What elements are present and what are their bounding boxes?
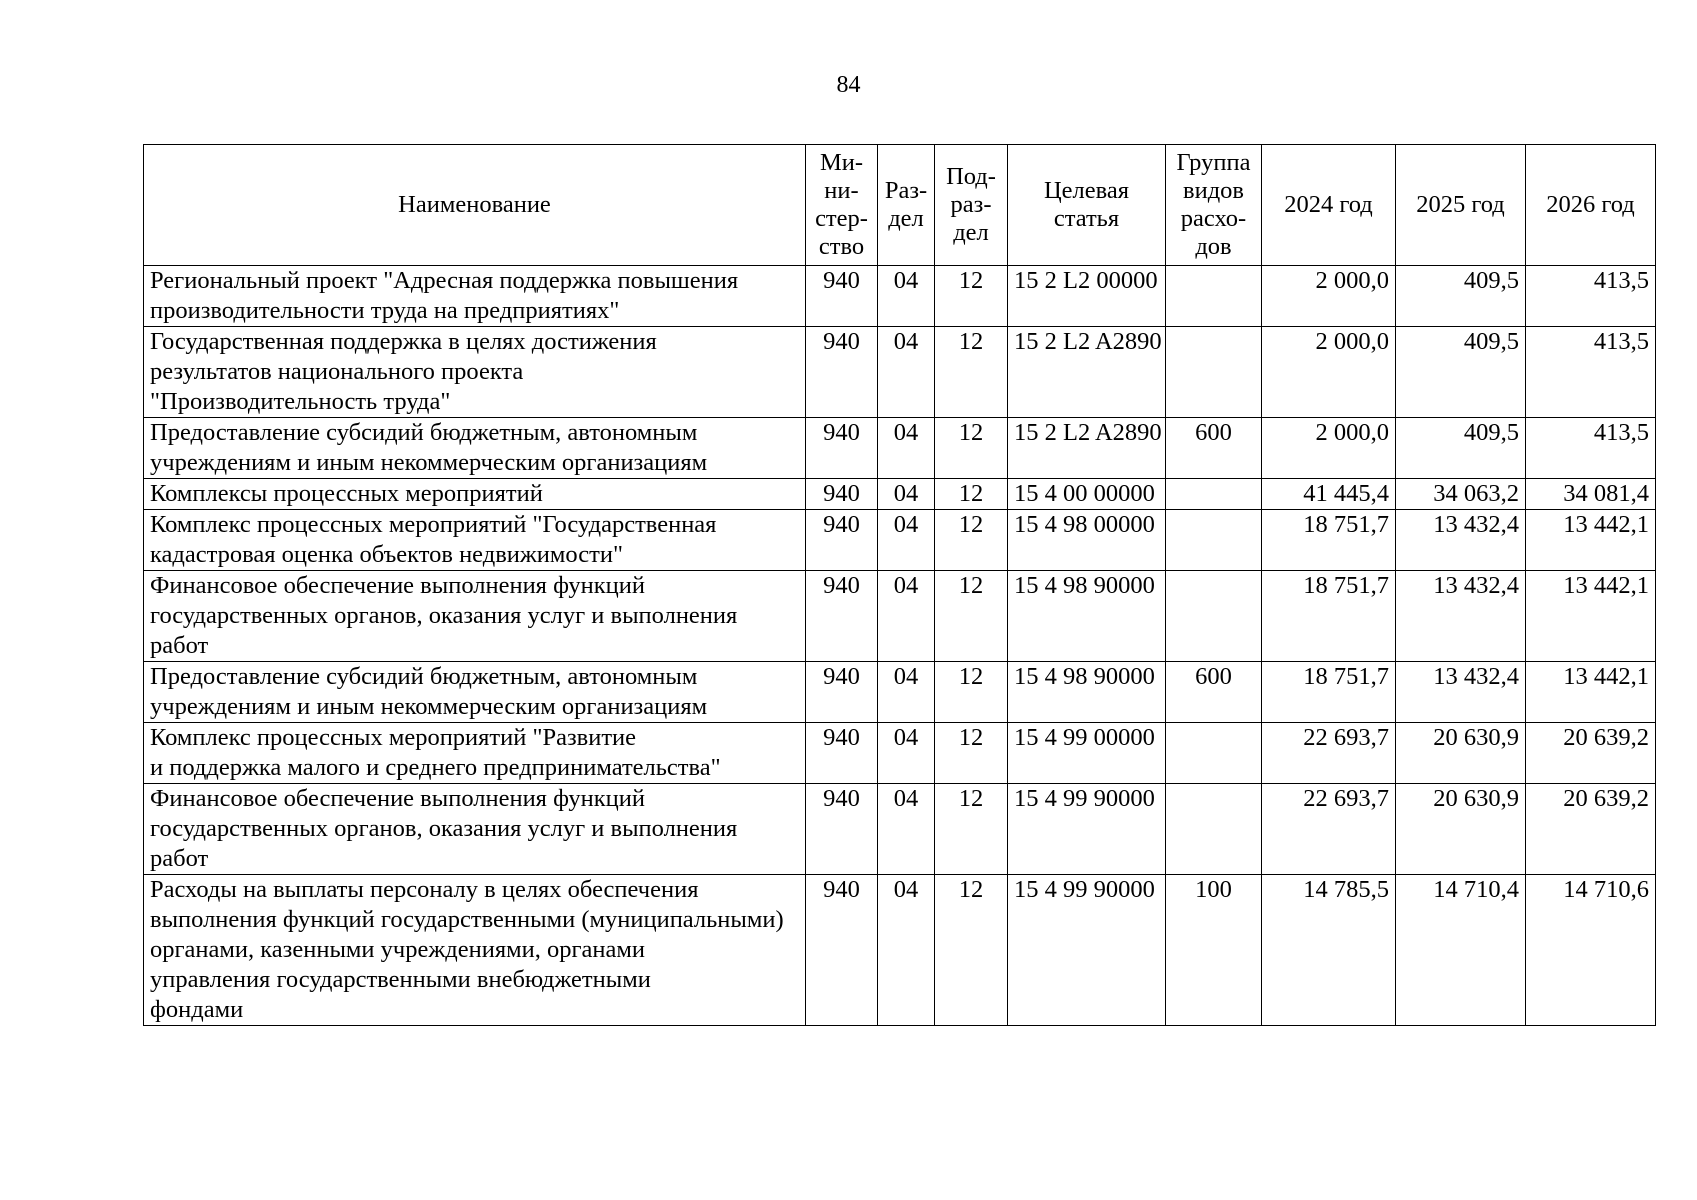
table-row — [144, 571, 1656, 662]
subsection-cell: 12 — [935, 418, 1008, 479]
amount-2026-cell: 413,5 — [1526, 418, 1656, 479]
amount-2024-cell: 22 693,7 — [1262, 723, 1396, 784]
ministry-cell: 940 — [806, 571, 878, 662]
section-cell: 04 — [878, 571, 935, 662]
ministry-cell: 940 — [806, 723, 878, 784]
row-name-line: государственных органов, оказания услуг и выполнения — [150, 602, 738, 629]
amount-2024-cell: 18 751,7 — [1262, 571, 1396, 662]
table-row — [144, 875, 1656, 1026]
row-name-cell — [144, 418, 806, 479]
amount-2025-cell: 13 432,4 — [1396, 662, 1526, 723]
row-name-line: фондами — [150, 996, 244, 1023]
table-row — [144, 784, 1656, 875]
target-article-cell: 15 4 99 00000 — [1008, 723, 1166, 784]
expense-group-cell — [1166, 266, 1262, 327]
amount-2024-cell: 18 751,7 — [1262, 510, 1396, 571]
header-section: Раз- дел — [878, 145, 935, 266]
amount-2024-cell: 2 000,0 — [1262, 327, 1396, 418]
row-name-line: Комплекс процессных мероприятий "Государственная — [150, 511, 717, 538]
row-name-line: работ — [150, 845, 209, 872]
amount-2024-cell: 41 445,4 — [1262, 479, 1396, 510]
ministry-cell: 940 — [806, 479, 878, 510]
target-article-cell: 15 4 00 00000 — [1008, 479, 1166, 510]
expense-group-cell: 600 — [1166, 662, 1262, 723]
amount-2024-cell: 2 000,0 — [1262, 418, 1396, 479]
ministry-cell: 940 — [806, 784, 878, 875]
table-row — [144, 662, 1656, 723]
row-name-cell — [144, 875, 806, 1026]
section-cell: 04 — [878, 723, 935, 784]
amount-2026-cell: 413,5 — [1526, 266, 1656, 327]
section-cell: 04 — [878, 875, 935, 1026]
ministry-cell: 940 — [806, 266, 878, 327]
row-name-line: Предоставление субсидий бюджетным, автономным — [150, 663, 698, 690]
amount-2024-cell: 18 751,7 — [1262, 662, 1396, 723]
section-cell: 04 — [878, 418, 935, 479]
amount-2025-cell: 20 630,9 — [1396, 784, 1526, 875]
amount-2025-cell: 13 432,4 — [1396, 571, 1526, 662]
target-article-cell: 15 4 99 90000 — [1008, 784, 1166, 875]
expense-group-cell — [1166, 479, 1262, 510]
target-article-cell: 15 4 98 90000 — [1008, 662, 1166, 723]
section-cell: 04 — [878, 510, 935, 571]
amount-2024-cell: 22 693,7 — [1262, 784, 1396, 875]
row-name-line: учреждениям и иным некоммерческим организациям — [150, 693, 708, 720]
subsection-cell: 12 — [935, 662, 1008, 723]
subsection-cell: 12 — [935, 723, 1008, 784]
amount-2026-cell: 13 442,1 — [1526, 510, 1656, 571]
row-name-cell — [144, 571, 806, 662]
expense-group-cell: 100 — [1166, 875, 1262, 1026]
amount-2025-cell: 20 630,9 — [1396, 723, 1526, 784]
row-name-line: Государственная поддержка в целях достижения — [150, 328, 657, 355]
header-year-2024: 2024 год — [1262, 145, 1396, 266]
row-name-line: производительности труда на предприятиях" — [150, 297, 620, 324]
row-name-line: Предоставление субсидий бюджетным, автономным — [150, 419, 698, 446]
subsection-cell: 12 — [935, 875, 1008, 1026]
row-name-cell — [144, 723, 806, 784]
row-name-line: Финансовое обеспечение выполнения функций — [150, 572, 645, 599]
target-article-cell: 15 4 98 00000 — [1008, 510, 1166, 571]
target-article-cell: 15 4 98 90000 — [1008, 571, 1166, 662]
row-name-line: результатов национального проекта — [150, 358, 524, 385]
section-cell: 04 — [878, 479, 935, 510]
section-cell: 04 — [878, 266, 935, 327]
table-row — [144, 327, 1656, 418]
section-cell: 04 — [878, 662, 935, 723]
budget-table — [143, 144, 1656, 1026]
table-row — [144, 510, 1656, 571]
target-article-cell: 15 2 L2 A2890 — [1008, 418, 1166, 479]
row-name-line: выполнения функций государственными (муниципальными) — [150, 906, 784, 933]
row-name-line: органами, казенными учреждениями, органами — [150, 936, 646, 963]
amount-2025-cell: 14 710,4 — [1396, 875, 1526, 1026]
subsection-cell: 12 — [935, 510, 1008, 571]
row-name-cell — [144, 784, 806, 875]
table-row — [144, 479, 1656, 510]
header-year-2026: 2026 год — [1526, 145, 1656, 266]
amount-2025-cell: 409,5 — [1396, 418, 1526, 479]
amount-2025-cell: 34 063,2 — [1396, 479, 1526, 510]
amount-2026-cell: 14 710,6 — [1526, 875, 1656, 1026]
expense-group-cell: 600 — [1166, 418, 1262, 479]
amount-2026-cell: 13 442,1 — [1526, 662, 1656, 723]
header-name: Наименование — [144, 145, 806, 266]
ministry-cell: 940 — [806, 510, 878, 571]
row-name-line: кадастровая оценка объектов недвижимости" — [150, 541, 623, 568]
target-article-cell: 15 4 99 90000 — [1008, 875, 1166, 1026]
row-name-line: Комплекс процессных мероприятий "Развитие — [150, 724, 637, 751]
amount-2025-cell: 409,5 — [1396, 327, 1526, 418]
subsection-cell: 12 — [935, 571, 1008, 662]
table-row — [144, 723, 1656, 784]
amount-2026-cell: 13 442,1 — [1526, 571, 1656, 662]
header-year-2025: 2025 год — [1396, 145, 1526, 266]
target-article-cell: 15 2 L2 00000 — [1008, 266, 1166, 327]
expense-group-cell — [1166, 571, 1262, 662]
subsection-cell: 12 — [935, 479, 1008, 510]
expense-group-cell — [1166, 327, 1262, 418]
row-name-line: управления государственными внебюджетными — [150, 966, 651, 993]
subsection-cell: 12 — [935, 327, 1008, 418]
table-row — [144, 418, 1656, 479]
expense-group-cell — [1166, 723, 1262, 784]
header-expense-group: Группа видов расхо- дов — [1166, 145, 1262, 266]
row-name-line: и поддержка малого и среднего предпринимательства" — [150, 754, 721, 781]
amount-2024-cell: 14 785,5 — [1262, 875, 1396, 1026]
row-name-cell — [144, 479, 806, 510]
header-ministry: Ми- ни- стер- ство — [806, 145, 878, 266]
ministry-cell: 940 — [806, 327, 878, 418]
amount-2026-cell: 34 081,4 — [1526, 479, 1656, 510]
row-name-cell — [144, 327, 806, 418]
row-name-line: Комплексы процессных мероприятий — [150, 480, 543, 507]
header-subsection: Под- раз- дел — [935, 145, 1008, 266]
row-name-line: учреждениям и иным некоммерческим организациям — [150, 449, 708, 476]
amount-2026-cell: 413,5 — [1526, 327, 1656, 418]
table-header-row — [144, 145, 1656, 266]
row-name-line: Региональный проект "Адресная поддержка повышения — [150, 267, 739, 294]
amount-2024-cell: 2 000,0 — [1262, 266, 1396, 327]
row-name-cell — [144, 510, 806, 571]
row-name-cell — [144, 266, 806, 327]
header-target-article: Целевая статья — [1008, 145, 1166, 266]
amount-2026-cell: 20 639,2 — [1526, 784, 1656, 875]
section-cell: 04 — [878, 784, 935, 875]
row-name-line: "Производительность труда" — [150, 388, 451, 415]
subsection-cell: 12 — [935, 784, 1008, 875]
amount-2025-cell: 13 432,4 — [1396, 510, 1526, 571]
ministry-cell: 940 — [806, 418, 878, 479]
amount-2025-cell: 409,5 — [1396, 266, 1526, 327]
expense-group-cell — [1166, 784, 1262, 875]
table-row — [144, 266, 1656, 327]
amount-2026-cell: 20 639,2 — [1526, 723, 1656, 784]
row-name-cell — [144, 662, 806, 723]
ministry-cell: 940 — [806, 662, 878, 723]
ministry-cell: 940 — [806, 875, 878, 1026]
page-number: 84 — [836, 72, 861, 98]
expense-group-cell — [1166, 510, 1262, 571]
row-name-line: работ — [150, 632, 209, 659]
subsection-cell: 12 — [935, 266, 1008, 327]
target-article-cell: 15 2 L2 A2890 — [1008, 327, 1166, 418]
row-name-line: Финансовое обеспечение выполнения функций — [150, 785, 645, 812]
row-name-line: Расходы на выплаты персоналу в целях обеспечения — [150, 876, 699, 903]
row-name-line: государственных органов, оказания услуг и выполнения — [150, 815, 738, 842]
section-cell: 04 — [878, 327, 935, 418]
